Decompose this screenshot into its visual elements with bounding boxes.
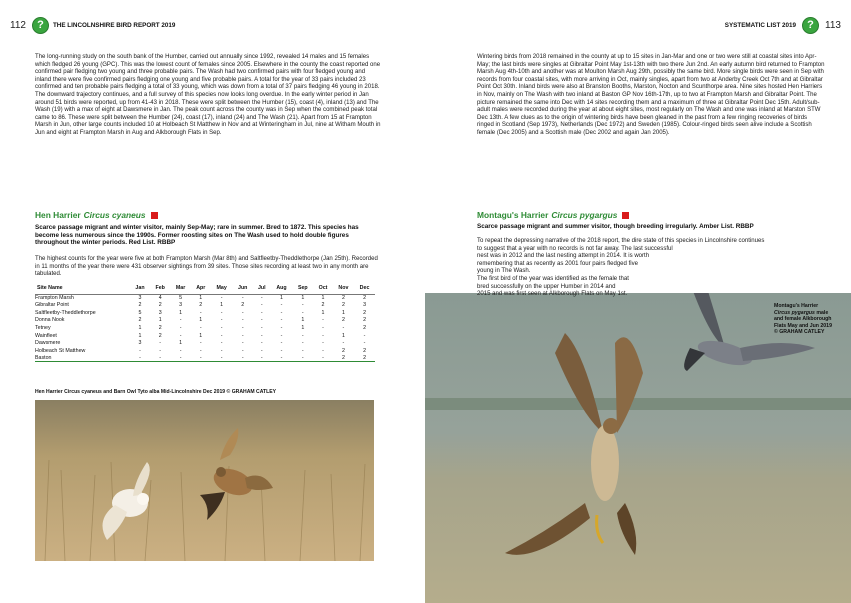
month-count-cell: - — [199, 324, 202, 331]
month-count-cell: - — [322, 340, 324, 347]
month-count-cell: - — [220, 347, 223, 354]
month-count-cell: 1 — [179, 340, 183, 347]
table-row — [35, 339, 375, 347]
month-count-cell: - — [139, 347, 141, 354]
month-count-cell: - — [220, 324, 223, 331]
month-count-cell: - — [280, 302, 283, 309]
right-page-number: 113 — [825, 19, 841, 31]
month-count-cell: - — [292, 354, 313, 362]
month-count-cell: - — [241, 317, 244, 324]
table-header-cell: Oct — [313, 283, 333, 294]
body-line: The first bird of the year was identified as the female that — [477, 275, 629, 282]
month-count-cell: 1 — [220, 302, 224, 309]
month-count-cell: - — [179, 332, 182, 339]
month-count-cell: - — [301, 340, 304, 347]
table-row — [35, 347, 375, 355]
month-count-cell: 2 — [363, 324, 367, 331]
month-count-cell: 1 — [158, 317, 162, 324]
month-count-cell: 1 — [341, 332, 345, 339]
montagus-harrier-scientific-name: Circus pygargus — [551, 210, 618, 220]
hen-harrier-status: Scarce passage migrant and winter visitor, mainly Sep-May; rare in summer. Bred to 1872. This species has become less numerous since the 1990s. Former roosting sites on The Wash used to hold double figures throughout the winter periods. Red List. RBBP — [35, 224, 359, 247]
month-count-cell: 2 — [341, 302, 345, 309]
month-count-cell: - — [313, 354, 333, 362]
hen-harrier-body: The highest counts for the year were five at both Frampton Marsh (Mar 8th) and Saltfleetby-Theddlethorpe (Jan 25th). Recorded in 11 months of the year there were 431 observer sightings from 39 sites. Those sites recording at least two in any month are tabulated. — [35, 256, 378, 278]
month-count-cell: - — [199, 340, 202, 347]
montagus-harrier-heading — [477, 210, 629, 220]
site-name-cell: Wainfleet — [35, 332, 57, 339]
month-count-cell: 1 — [301, 324, 305, 331]
montagus-harrier-common-name: Montagu's Harrier — [477, 210, 549, 220]
left-page-number: 112 — [10, 19, 26, 31]
continued-paragraph: Wintering birds from 2018 remained in the county at up to 15 sites in Jan-Mar and one or two were still at coastal sites into Apr-May; the last birds were singles at Gibraltar Point May 1st-13th with two there Jun 2nd. An early autumn bird returned to Frampton Marsh Aug 4th-10th and another was at Moulton Marsh Aug 29th, possibly the same bird. More single birds were seen in Sep with records from four coastal sites, with more arriving in Oct, mainly singles, apart from two at Anderby Creek Oct 7th and at Gibraltar Point Oct 30th. Inland birds were also at Branston Booths, Marston, Nocton and Scunthorpe area. Nine sites hosted Hen Harriers in Nov, mainly on The Wash with two inland at Baston GP Nov 16th-17th, up to two at Frampton Marsh and Gibraltar Point. The picture remained the same into Dec with 14 sites recording them and a maximum of three at Gibraltar Point Dec 15th. Adult/sub-adult males were recorded during the year at about eight sites, most regularly on The Wash and one was inland at Marston STW Dec 13th. A few clues as to the origin of wintering birds have been gleaned in the past from a few ringing recoveries of birds ringed in Scotland (Sep 1973), Netherlands (Dec 1972) and Sweden (1985). Colour-ringed birds seen alive include a Scottish female (Dec 2005) and a Scottish male (Dec 2002 and again Jan 2005). — [477, 54, 825, 136]
left-photo-caption: Hen Harrier Circus cyaneus and Barn Owl Tyto alba Mid-Lincolnshire Dec 2019 © GRAHAM CATLEY — [35, 389, 277, 395]
body-line: remembering that as recently as 2001 four pairs fledged five — [477, 260, 639, 267]
month-count-cell: - — [260, 340, 263, 347]
month-count-cell: 1 — [301, 295, 305, 302]
month-count-cell: - — [322, 347, 324, 354]
month-count-cell: - — [260, 295, 263, 302]
month-count-cell: - — [220, 295, 223, 302]
month-count-cell: 2 — [341, 295, 345, 302]
month-count-cell: 5 — [138, 309, 142, 316]
month-count-cell: 2 — [363, 347, 367, 354]
month-count-cell: - — [301, 347, 304, 354]
month-count-cell: 1 — [199, 295, 203, 302]
hen-harrier-barn-owl-photo — [35, 400, 374, 561]
montagus-harrier-photo — [425, 293, 851, 603]
hen-harrier-site-table — [35, 283, 375, 362]
month-count-cell: 2 — [341, 347, 345, 354]
month-count-cell: 2 — [241, 302, 245, 309]
month-count-cell: - — [241, 295, 244, 302]
hen-harrier-common-name: Hen Harrier — [35, 210, 81, 220]
month-count-cell: - — [363, 332, 366, 339]
caption-line-3: Flats May and Jun 2019 — [774, 322, 832, 329]
month-count-cell: - — [241, 324, 244, 331]
table-header-cell: Feb — [150, 283, 170, 294]
bird-report-logo-icon: ? — [802, 17, 819, 34]
month-count-cell: - — [301, 332, 304, 339]
month-count-cell: - — [301, 309, 304, 316]
month-count-cell: - — [322, 324, 324, 331]
table-header-cell: Nov — [333, 283, 354, 294]
table-header-cell: Sep — [292, 283, 313, 294]
month-count-cell: 1 — [138, 324, 142, 331]
month-count-cell: - — [130, 354, 150, 362]
caption-line-2: and female Alkborough — [774, 316, 832, 323]
month-count-cell: 2 — [158, 302, 162, 309]
month-count-cell: 4 — [158, 295, 162, 302]
right-running-header — [436, 16, 841, 34]
table-row — [35, 332, 375, 340]
month-count-cell: 2 — [333, 354, 354, 362]
table-header-cell: Apr — [191, 283, 211, 294]
month-count-cell: 2 — [158, 324, 162, 331]
body-line: to suggest that a year with no records is not far away. The last successful — [477, 245, 673, 252]
caption-sci-name: Circus pygargus — [774, 309, 815, 316]
month-count-cell: - — [280, 317, 283, 324]
table-header-cell: Jul — [253, 283, 271, 294]
caption-line-1: male — [816, 309, 829, 316]
right-photo-caption — [774, 303, 842, 336]
table-header-cell: Jun — [233, 283, 253, 294]
month-count-cell: - — [220, 309, 223, 316]
table-header-row — [35, 283, 375, 294]
left-page — [0, 0, 425, 603]
month-count-cell: - — [363, 340, 366, 347]
month-count-cell: 5 — [179, 295, 183, 302]
month-count-cell: - — [220, 317, 223, 324]
month-count-cell: - — [280, 324, 283, 331]
left-running-title: THE LINCOLNSHIRE BIRD REPORT 2019 — [52, 21, 176, 29]
month-count-cell: - — [191, 354, 211, 362]
month-count-cell: - — [260, 324, 263, 331]
month-count-cell: 2 — [363, 317, 367, 324]
table-row — [35, 324, 375, 332]
month-count-cell: 1 — [199, 317, 203, 324]
month-count-cell: 1 — [341, 309, 345, 316]
month-count-cell: - — [280, 332, 283, 339]
month-count-cell: - — [220, 332, 223, 339]
month-count-cell: - — [211, 354, 233, 362]
month-count-cell: - — [253, 354, 271, 362]
month-count-cell: 3 — [179, 302, 183, 309]
month-count-cell: - — [280, 340, 283, 347]
site-name-cell: Donna Nook — [35, 317, 65, 324]
month-count-cell: - — [159, 347, 162, 354]
month-count-cell: - — [150, 354, 170, 362]
table-header-cell: Dec — [354, 283, 375, 294]
month-count-cell: - — [159, 340, 162, 347]
body-line: bred successfully on the upper Humber in 2014 and — [477, 283, 616, 290]
red-list-icon — [151, 212, 158, 219]
month-count-cell: 2 — [158, 332, 162, 339]
site-name-cell: Frampton Marsh — [35, 295, 74, 302]
hen-harrier-scientific-name: Circus cyaneus — [83, 210, 146, 220]
body-line: nest was in 2012 and the last nesting attempt in 2014. It is worth — [477, 253, 650, 260]
month-count-cell: - — [179, 347, 182, 354]
month-count-cell: 3 — [158, 309, 162, 316]
caption-title: Montagu's Harrier — [774, 303, 819, 309]
month-count-cell: 1 — [280, 295, 283, 302]
month-count-cell: - — [170, 354, 190, 362]
month-count-cell: - — [342, 340, 345, 347]
month-count-cell: 2 — [321, 302, 325, 309]
left-running-header — [10, 16, 415, 34]
table-header-cell: May — [211, 283, 233, 294]
montagus-harrier-body — [477, 238, 825, 299]
body-line: 2015 and was first seen at Alkborough Flats on May 1st. — [477, 291, 628, 298]
body-line: young in The Wash. — [477, 268, 531, 275]
month-count-cell: - — [179, 317, 182, 324]
hen-harrier-heading — [35, 210, 158, 220]
site-name-cell: Gibraltar Point — [35, 302, 69, 309]
month-count-cell: 2 — [354, 354, 375, 362]
site-name-cell: Saltfleetby-Theddlethorpe — [35, 309, 96, 316]
bird-report-logo-icon: ? — [32, 17, 49, 34]
month-count-cell: 1 — [321, 309, 325, 316]
month-count-cell: 2 — [138, 302, 142, 309]
month-count-cell: - — [280, 347, 283, 354]
month-count-cell: 1 — [138, 332, 142, 339]
table-row — [35, 309, 375, 317]
month-count-cell: - — [241, 332, 244, 339]
month-count-cell: 2 — [138, 317, 142, 324]
month-count-cell: 2 — [363, 295, 367, 302]
month-count-cell: - — [342, 324, 345, 331]
month-count-cell: - — [322, 317, 324, 324]
month-count-cell: - — [280, 309, 283, 316]
month-count-cell: 1 — [199, 332, 203, 339]
red-list-icon — [622, 212, 629, 219]
site-name-cell: Tetney — [35, 324, 51, 331]
month-count-cell: 1 — [301, 317, 305, 324]
table-row — [35, 317, 375, 325]
right-page — [425, 0, 851, 603]
right-running-title: SYSTEMATIC LIST 2019 — [724, 21, 797, 29]
montagus-harrier-status: Scarce passage migrant and summer visitor, though breeding irregularly. Amber List. RBBP — [477, 223, 754, 230]
site-name-cell: Dawsmere — [35, 340, 61, 347]
month-count-cell: - — [241, 340, 244, 347]
month-count-cell: 3 — [138, 340, 142, 347]
site-name-cell: Baston — [35, 354, 130, 362]
month-count-cell: - — [233, 354, 253, 362]
body-line: To repeat the depressing narrative of the 2018 report, the dire state of this species in Lincolnshire continues — [477, 238, 765, 244]
month-count-cell: - — [301, 302, 304, 309]
table-header-cell: Site Name — [35, 283, 130, 294]
table-row — [35, 302, 375, 310]
month-count-cell: - — [260, 317, 263, 324]
table-header-cell: Mar — [170, 283, 190, 294]
month-count-cell: - — [220, 340, 223, 347]
intro-paragraph: The long-running study on the south bank of the Humber, carried out annually since 1992, revealed 14 males and 15 females which fledged 26 young (GPC). This was the lowest count of females since 2005. Elsewhere in the county the coast reported one confirmed pair fledging two young and three probable pairs. The Wash had two confirmed pairs with four fledged young and inland there were five confirmed pairs fledging one young and five probable pairs. A total for the year of 33 pairs included 23 confirmed and ten probable pairs fledging a total of 33 young, which was down from a total of 37 pairs fledging 46 young in 2018. The downward trajectory continues, and a full survey of this species now looks long overdue. In the early winter period in Jan around 51 birds were reported, up from 41-43 in 2018. These were split between the Humber (15), coast (4), inland (13) and The Wash (19) with a max of eight at Dawsmere in Jan. The peak count across the county was in Sep when the combined peak total came to 86. These were split between the Humber (24), coast (17), inland (24) and The Wash (21). Apart from 15 at Frampton Marsh in Jun, other large counts included 10 at Holbeach St Matthew in Nov and at Winteringham in Jul, nine at Witham Mouth in Jun and eight at Frampton Marsh in Aug and Alkborough Flats in Sep. — [35, 54, 381, 136]
month-count-cell: 1 — [321, 295, 325, 302]
month-count-cell: - — [241, 309, 244, 316]
month-count-cell: - — [260, 347, 263, 354]
site-name-cell: Holbeach St Matthew — [35, 347, 86, 354]
caption-line-4: © GRAHAM CATLEY — [774, 329, 825, 336]
month-count-cell: 3 — [363, 302, 367, 309]
month-count-cell: 3 — [138, 295, 142, 302]
month-count-cell: - — [260, 309, 263, 316]
table-header-cell: Jan — [130, 283, 150, 294]
month-count-cell: 2 — [199, 302, 203, 309]
table-row — [35, 294, 375, 302]
month-count-cell: - — [322, 332, 324, 339]
month-count-cell: 2 — [363, 309, 367, 316]
month-count-cell: - — [260, 302, 263, 309]
month-count-cell: 2 — [341, 317, 345, 324]
month-count-cell: 1 — [179, 309, 183, 316]
month-count-cell: - — [179, 324, 182, 331]
table-header-cell: Aug — [271, 283, 293, 294]
month-count-cell: - — [199, 347, 202, 354]
month-count-cell: - — [271, 354, 293, 362]
table-row — [35, 354, 375, 362]
month-count-cell: - — [199, 309, 202, 316]
month-count-cell: - — [241, 347, 244, 354]
month-count-cell: - — [260, 332, 263, 339]
